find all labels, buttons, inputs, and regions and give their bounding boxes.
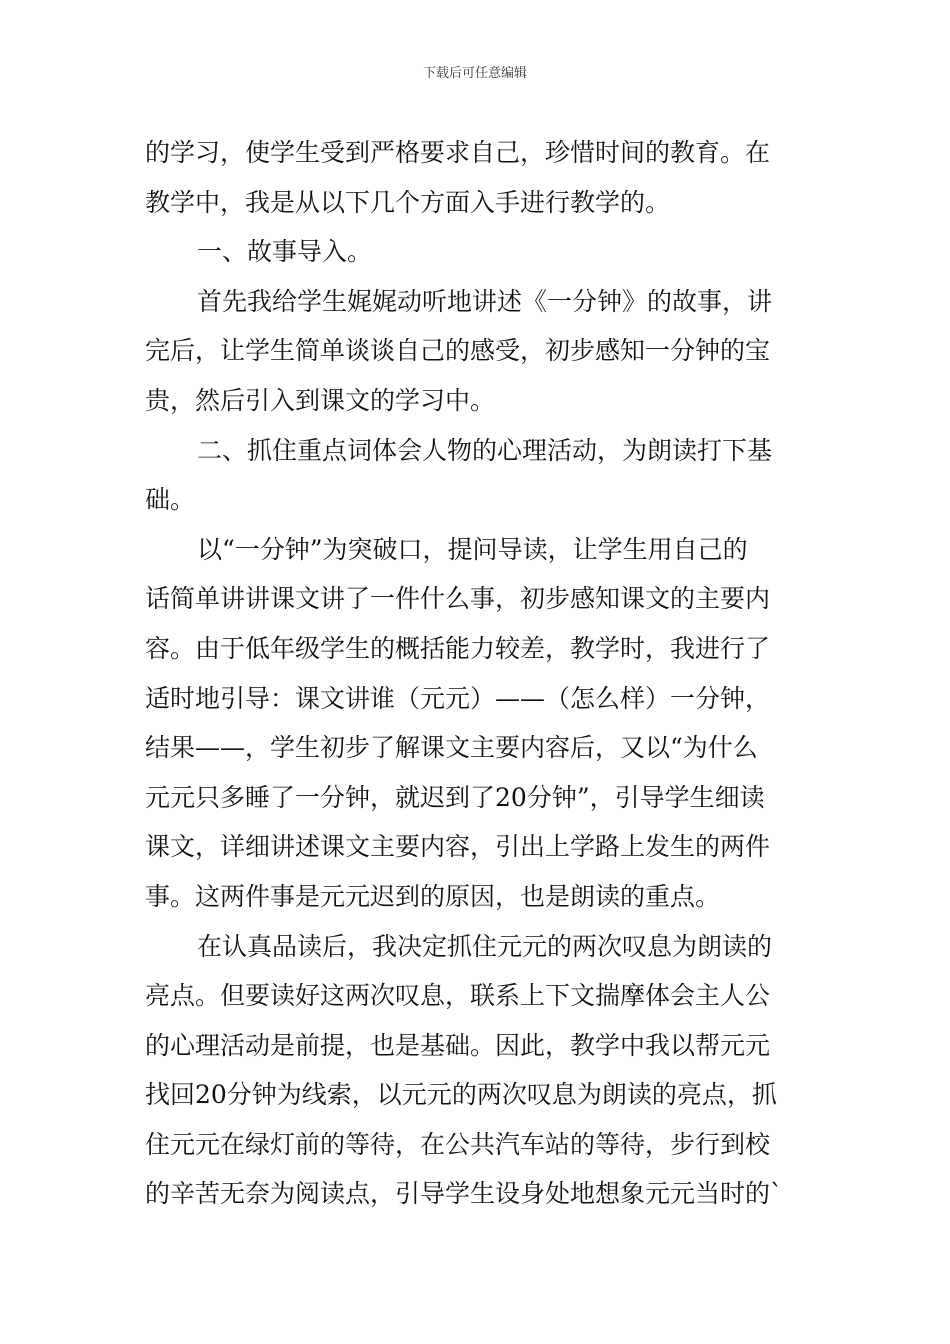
text-line: 找回20分钟为线索，以元元的两次叹息为朗读的亮点，抓: [145, 1080, 777, 1110]
text-line: 的心理活动是前提，也是基础。因此，教学中我以帮元元: [145, 1030, 771, 1060]
text-line: 的辛苦无奈为阅读点，引导学生设身处地想象元元当时的`: [145, 1179, 783, 1209]
text-line: 在认真品读后，我决定抓住元元的两次叹息为朗读的: [197, 931, 773, 961]
text-line: 的学习，使学生受到严格要求自己，珍惜时间的教育。在: [145, 138, 771, 167]
text-line: 结果——，学生初步了解课文主要内容后，又以“为什么: [145, 733, 758, 763]
text-line: 事。这两件事是元元迟到的原因，也是朗读的重点。: [145, 881, 721, 911]
text-line: 础。: [145, 485, 196, 515]
page-header: 下载后可任意编辑: [422, 66, 527, 81]
text-line: 首先我给学生娓娓动听地讲述《一分钟》的故事，讲: [197, 286, 773, 316]
text-line: 亮点。但要读好这两次叹息，联系上下文揣摩体会主人公: [145, 981, 771, 1011]
text-line: 适时地引导：课文讲谁（元元）——（怎么样）一分钟，: [145, 683, 771, 713]
text-line: 二、抓住重点词体会人物的心理活动，为朗读打下基: [197, 435, 773, 465]
text-line: 完后，让学生简单谈谈自己的感受，初步感知一分钟的宝: [145, 336, 771, 366]
text-line: 容。由于低年级学生的概括能力较差，教学时，我进行了: [145, 633, 771, 663]
text-line: 教学中，我是从以下几个方面入手进行教学的。: [145, 187, 671, 217]
text-line: 住元元在绿灯前的等待，在公共汽车站的等待，步行到校: [145, 1129, 771, 1159]
document-body: [145, 128, 810, 1219]
text-line: 以“一分钟”为突破口，提问导读，让学生用自己的: [197, 534, 748, 564]
text-line: 课文，详细讲述课文主要内容，引出上学路上发生的两件: [145, 832, 771, 862]
text-line: 一、故事导入。: [197, 237, 373, 267]
text-line: 元元只多睡了一分钟，就迟到了20分钟”，引导学生细读: [145, 782, 765, 812]
text-line: 贵，然后引入到课文的学习中。: [145, 385, 496, 415]
text-line: 话简单讲讲课文讲了一件什么事，初步感知课文的主要内: [145, 584, 771, 614]
